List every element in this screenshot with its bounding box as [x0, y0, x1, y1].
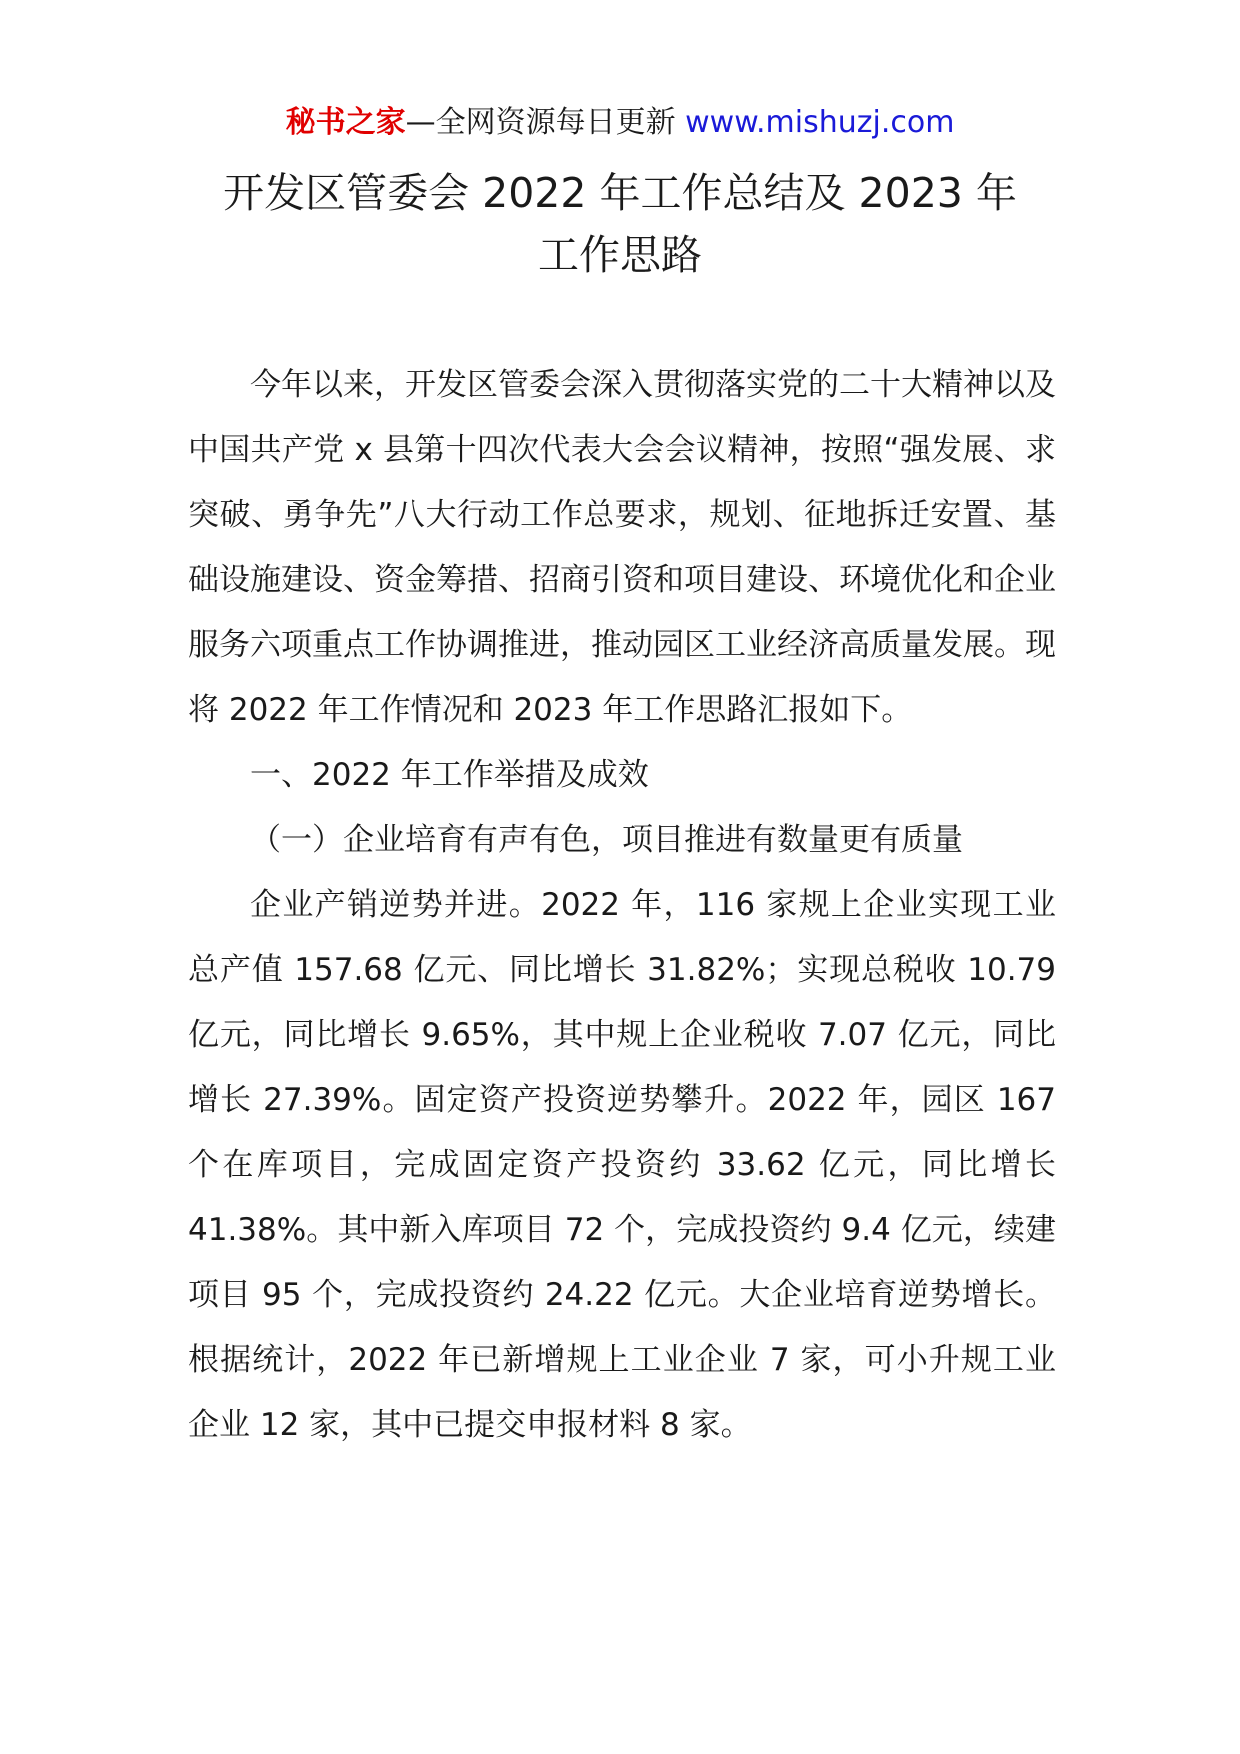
document-title: [150, 162, 1090, 286]
title-line-1: 开发区管委会 2022 年工作总结及 2023 年: [223, 169, 1017, 217]
title-line-2: 工作思路: [538, 231, 702, 279]
site-header: [0, 101, 1240, 145]
intro-paragraph: 今年以来，开发区管委会深入贯彻落实党的二十大精神以及中国共产党 x 县第十四次代表大会会议精神，按照“强发展、求突破、勇争先”八大行动工作总要求，规划、征地拆迁安置、基础设施建设、资金筹措、招商引资和项目建设、环境优化和企业服务六项重点工作协调推进，推动园区工业经济高质量发展。现将 2022 年工作情况和 2023 年工作思路汇报如下。: [188, 367, 1056, 728]
brand-name: 秘书之家: [285, 105, 406, 140]
subsection-heading-1: （一）企业培育有声有色，项目推进有数量更有质量: [250, 822, 963, 858]
document-body: [188, 353, 1056, 1458]
results-paragraph: 企业产销逆势并进。2022 年，116 家规上企业实现工业总产值 157.68 亿元、同比增长 31.82%；实现总税收 10.79 亿元，同比增长 9.65%，其中规上企业税收 7.07 亿元，同比增长 27.39%。固定资产投资逆势攀升。2022 年，园区 167 个在库项目，完成固定资产投资约 33.62 亿元，同比增长 41.38%。其中新入库项目 72 个，完成投资约 9.4 亿元，续建项目 95 个，完成投资约 24.22 亿元。大企业培育逆势增长。根据统计，2022 年已新增规上工业企业 7 家，可小升规工业企业 12 家，其中已提交申报材料 8 家。: [188, 887, 1056, 1443]
site-url-link[interactable]: www.mishuzj.com: [685, 105, 955, 140]
tagline: —全网资源每日更新: [405, 105, 686, 140]
section-heading-1: 一、2022 年工作举措及成效: [250, 757, 649, 793]
